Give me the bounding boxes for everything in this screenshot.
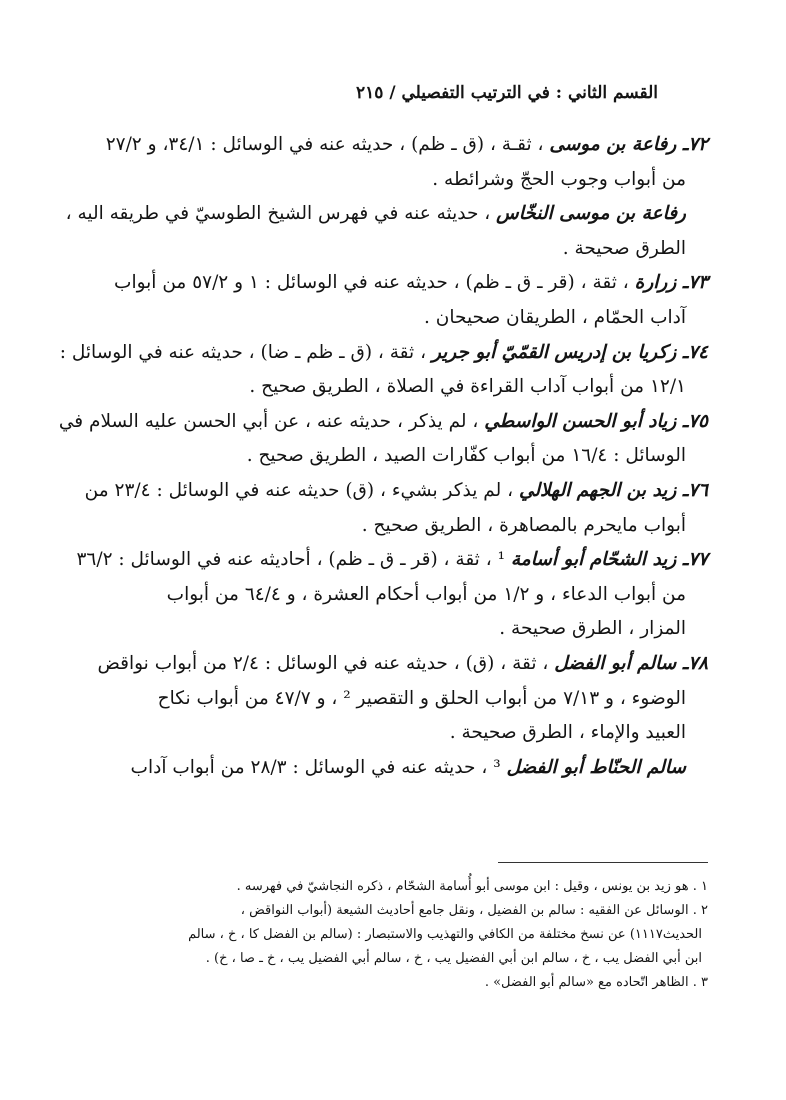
entry-text: ، ثقة ، (قر ـ ق ـ ظم) ، حديثه عنه في الوسائل : ١ و ٥٧/٢ من أبواب	[114, 272, 635, 294]
text-line	[105, 128, 708, 163]
narrator-name: ٧٢ـ رفاعة بن موسى	[549, 134, 708, 155]
text-line	[128, 163, 708, 198]
text-line	[114, 266, 708, 301]
running-header: القسم الثاني : في الترتيب التفصيلي / ٢١٥	[356, 83, 658, 103]
footnotes	[128, 862, 708, 995]
entry-text: ، ثقة ، (ق) ، حديثه عنه في الوسائل : ٢/٤ من أبواب نواقض	[97, 652, 555, 674]
entry-text: العبيد والإماء ، الطرق صحيحة .	[449, 722, 686, 744]
entry-text: ، حديثه عنه في فهرس الشيخ الطوسيّ في طريقه اليه ،	[65, 203, 497, 225]
narrator-name: سالم الحنّاط أبو الفضل	[506, 756, 686, 778]
footnote-line: ٣ . الظاهر اتّحاده مع «سالم أبو الفضل» .	[484, 975, 708, 990]
entry-text: ، لم يذكر بشيء ، (ق) حديثه عنه في الوسائل : ٢٣/٤ من	[84, 479, 519, 501]
footnote-line: ١ . هو زيد بن يونس ، وقيل : ابن موسى أبو أُسامة الشحّام ، ذكره النجاشيّ في فهرسه .	[236, 879, 708, 894]
footnote-line: ٢ . الوسائل عن الفقيه : سالم بن الفضيل ، ونقل جامع أحاديث الشيعة (أبواب النواقض ،	[240, 903, 708, 918]
entry-text: ، ثقـة ، (ق ـ ظم) ، حديثه عنه في الوسائل : ٣٤/١، و ٢٧/٢	[105, 134, 550, 155]
text-line	[128, 370, 708, 405]
entry-text: ، ثقة ، (ق ـ ظم ـ ضا) ، حديثه عنه في الوسائل :	[59, 341, 432, 363]
entry-text: ¹ ، ثقة ، (قر ـ ق ـ ظم) ، أحاديثه عنه في الوسائل : ٣٦/٢	[76, 549, 511, 571]
entry-text: ، لم يذكر ، حديثه عنه ، عن أبي الحسن عليه السلام في	[58, 410, 485, 432]
text-line	[128, 301, 708, 336]
entry-text: المزار ، الطرق صحيحة .	[499, 618, 686, 640]
entry-text: أبواب مايحرم بالمصاهرة ، الطريق صحيح .	[361, 514, 686, 536]
text-line	[58, 405, 708, 440]
entry-73	[114, 266, 708, 335]
entry-text: الطرق صحيحة .	[562, 237, 686, 259]
entry-74	[59, 336, 708, 405]
narrator-name: ٧٤ـ زكريا بن إدريس القمّيّ أبو جرير	[431, 341, 708, 363]
text-line	[128, 612, 708, 647]
entry-text: الوضوء ، و ٧/١٣ من أبواب الحلق و التقصير ² ، و ٤٧/٧ من أبواب نكاح	[157, 687, 686, 709]
entry-78	[97, 647, 708, 785]
narrator-name: ٧٦ـ زيد بن الجهم الهلالي	[518, 479, 708, 501]
entry-text: من أبواب وجوب الحجّ وشرائطه .	[432, 168, 686, 190]
entry-77	[76, 543, 708, 647]
text-line	[128, 439, 708, 474]
entry-text: من أبواب الدعاء ، و ١/٢ من أبواب أحكام العشرة ، و ٦٤/٤ من أبواب	[166, 583, 686, 605]
entry-text: آداب الحمّام ، الطريقان صحيحان .	[424, 306, 686, 328]
narrator-name: ٧٨ـ سالم أبو الفضل	[554, 652, 708, 674]
entry-text: ³ ، حديثه عنه في الوسائل : ٢٨/٣ من أبواب آداب	[130, 756, 507, 778]
footnote-line: الحديث١١١٧) عن نسخ مختلفة من الكافي والتهذيب والاستبصار : (سالم بن الفضل كا ، خ ، سالم	[188, 927, 702, 942]
entry-75	[58, 405, 708, 474]
text-line	[128, 232, 708, 267]
text-line	[76, 543, 708, 578]
entry-72	[65, 128, 708, 266]
text-line	[65, 197, 708, 232]
entry-text: الوسائل : ١٦/٤ من أبواب كفّارات الصيد ، الطريق صحيح .	[246, 445, 686, 467]
text-line	[128, 682, 708, 717]
text-line	[128, 716, 708, 751]
entry-76	[84, 474, 708, 543]
footnote-line: ابن أبي الفضل يب ، خ ، سالم ابن أبي الفضيل يب ، خ ، سالم أبي الفضيل يب ، خ ـ صا ، خ) .	[205, 951, 702, 966]
text-line	[97, 647, 708, 682]
text-line	[59, 336, 708, 371]
footnote-divider	[498, 862, 708, 863]
text-line	[84, 474, 708, 509]
narrator-name: ٧٥ـ زياد أبو الحسن الواسطي	[484, 410, 708, 432]
text-line	[128, 751, 708, 786]
narrator-name: ٧٣ـ زرارة	[634, 272, 708, 294]
main-text	[58, 128, 708, 785]
narrator-name: ٧٧ـ زيد الشحّام أبو أسامة	[510, 549, 708, 571]
narrator-name: رفاعة بن موسى النخّاس	[496, 203, 686, 225]
text-line	[128, 509, 708, 544]
text-line	[128, 578, 708, 613]
entry-text: ١٢/١ من أبواب آداب القراءة في الصلاة ، الطريق صحيح .	[249, 376, 686, 398]
